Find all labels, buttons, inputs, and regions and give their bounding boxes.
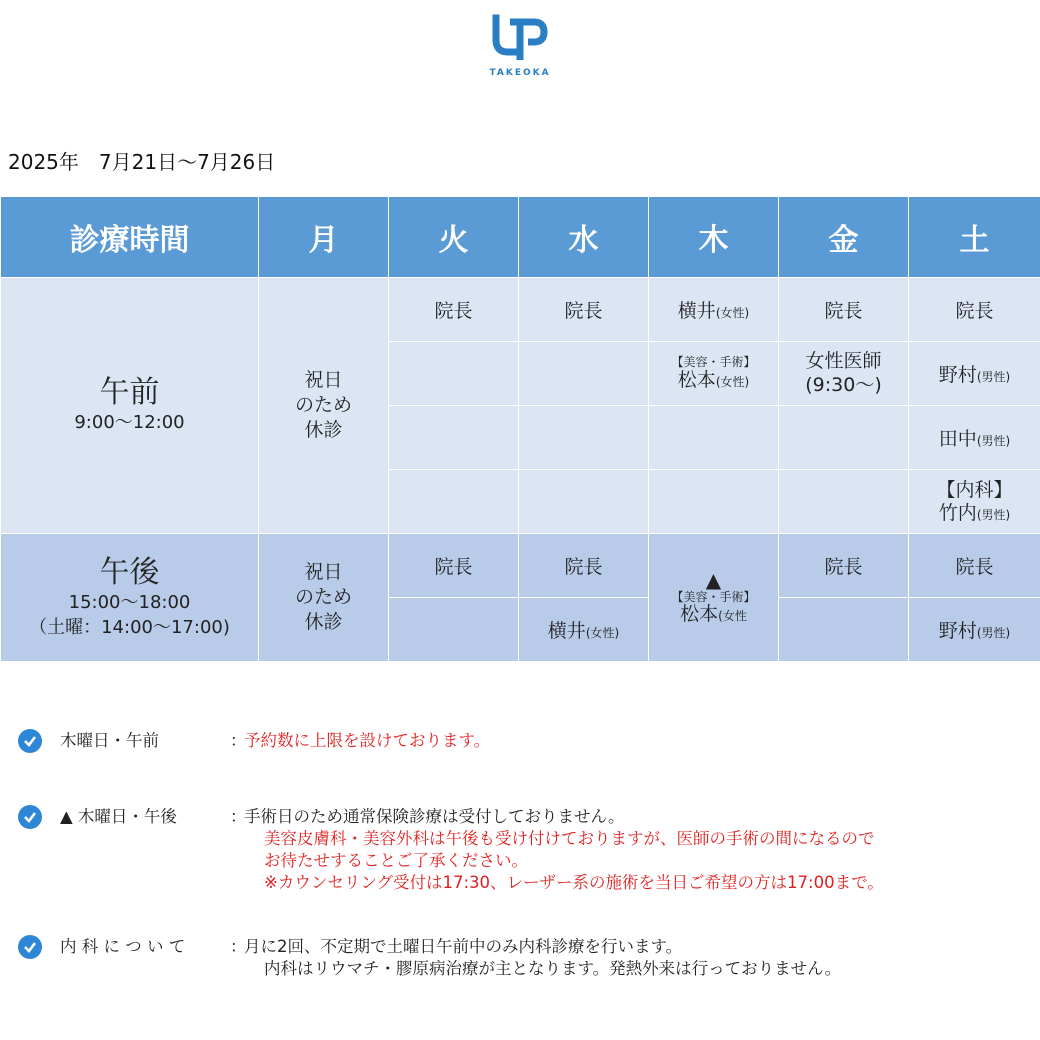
note-red-line-1: 美容皮膚科・美容外科は午後も受け付けておりますが、医師の手術の間になるので (264, 829, 875, 848)
pm-sat-2 (909, 598, 1040, 662)
am-thu-4 (649, 470, 779, 534)
am-sat-4 (909, 470, 1040, 534)
am-label: 午前 (99, 375, 160, 411)
am-mon-line-2: のため (294, 394, 352, 417)
am-thu-1-name: 横井 (677, 300, 716, 322)
header-tue: 火 (389, 197, 519, 278)
header-row (1, 197, 1040, 278)
am-mon-cell (259, 278, 389, 534)
am-tue-4 (389, 470, 519, 534)
am-fri-2 (779, 342, 909, 406)
note-colon: ： (230, 807, 247, 826)
pm-label-cell (1, 534, 259, 662)
am-fri-1: 院長 (779, 278, 909, 342)
check-icon (18, 935, 42, 959)
logo-mark-icon (490, 12, 550, 66)
pm-thu-tag: 【美容・手術】 (671, 589, 756, 604)
pm-row-1 (1, 534, 1040, 598)
header-mon: 月 (259, 197, 389, 278)
pm-wed-1: 院長 (519, 534, 649, 598)
am-sat-4-tag: 【内科】 (936, 478, 1013, 501)
note-line-2: 内科はリウマチ・膠原病治療が主となります。発熱外来は行っておりません。 (264, 959, 842, 978)
pm-tue-2 (389, 598, 519, 662)
note-body (244, 936, 841, 980)
note-colon: ： (230, 731, 247, 750)
am-sat-1: 院長 (909, 278, 1040, 342)
note-thursday-am (18, 730, 490, 753)
note-colon: ： (230, 937, 247, 956)
am-fri-4 (779, 470, 909, 534)
am-label-cell (1, 278, 259, 534)
note-body (244, 806, 884, 894)
am-wed-2 (519, 342, 649, 406)
am-sat-3 (909, 406, 1040, 470)
note-line-1: 月に2回、不定期で土曜日午前中のみ内科診療を行います。 (244, 937, 683, 956)
am-thu-1 (649, 278, 779, 342)
check-icon (18, 805, 42, 829)
am-mon-line-3: 休診 (304, 418, 343, 441)
am-sat-4-note: (男性) (976, 507, 1011, 522)
note-key: 木曜日・午前 (60, 731, 159, 750)
note-key: 内 科 に つ い て (60, 937, 186, 956)
am-sat-3-note: (男性) (976, 434, 1011, 448)
am-wed-4 (519, 470, 649, 534)
pm-tue-1: 院長 (389, 534, 519, 598)
pm-sat-2-name: 野村 (938, 620, 977, 642)
pm-thu-name: 松本 (680, 603, 719, 626)
am-fri-2-b: (9:30～) (805, 373, 882, 396)
am-thu-1-note: (女性) (715, 306, 750, 320)
am-mon-line-1: 祝日 (304, 369, 343, 392)
note-key: ▲ 木曜日・午後 (60, 807, 177, 826)
pm-mon-line-2: のため (294, 586, 352, 609)
pm-wed-2-note: (女性) (585, 626, 620, 640)
am-wed-1: 院長 (519, 278, 649, 342)
note-red-line-3: ※カウンセリング受付は17:30、レーザー系の施術を当日ご希望の方は17:00まで。 (264, 873, 884, 892)
pm-wed-2-name: 横井 (547, 620, 586, 642)
am-tue-2 (389, 342, 519, 406)
am-sat-2-note: (男性) (976, 370, 1011, 384)
am-sat-3-name: 田中 (938, 428, 977, 450)
am-thu-2-note: (女性) (715, 374, 750, 389)
pm-fri-1: 院長 (779, 534, 909, 598)
takeoka-logo (480, 12, 560, 92)
am-wed-3 (519, 406, 649, 470)
logo-text: TAKEOKA (489, 68, 551, 78)
am-time: 9:00～12:00 (74, 412, 185, 434)
note-internal-medicine (18, 936, 841, 980)
pm-sat-2-note: (男性) (976, 626, 1011, 640)
pm-mon-line-1: 祝日 (304, 561, 343, 584)
note-red-line-2: お待たせすることご了承ください。 (264, 851, 528, 870)
am-tue-1: 院長 (389, 278, 519, 342)
am-sat-4-name: 竹内 (938, 501, 977, 524)
note-body: 予約数に上限を設けております。 (244, 731, 491, 750)
note-line: 手術日のため通常保険診療は受付しておりません。 (244, 807, 625, 826)
week-range: 2025年 7月21日～7月26日 (8, 150, 276, 174)
pm-thu-note: (女性 (718, 609, 747, 624)
pm-fri-2 (779, 598, 909, 662)
header-sat: 土 (909, 197, 1040, 278)
pm-sat-1: 院長 (909, 534, 1040, 598)
am-thu-3 (649, 406, 779, 470)
pm-mon-line-3: 休診 (304, 610, 343, 633)
pm-time-sat: （土曜：14:00～17:00) (29, 616, 230, 638)
am-sat-2-name: 野村 (938, 364, 977, 386)
header-thu: 木 (649, 197, 779, 278)
am-sat-2 (909, 342, 1040, 406)
am-tue-3 (389, 406, 519, 470)
pm-thu-cell (649, 534, 779, 662)
am-fri-2-a: 女性医師 (805, 349, 882, 372)
header-wed: 水 (519, 197, 649, 278)
header-time: 診療時間 (1, 197, 259, 278)
am-row-1 (1, 278, 1040, 342)
header-fri: 金 (779, 197, 909, 278)
pm-mon-cell (259, 534, 389, 662)
check-icon (18, 729, 42, 753)
note-thursday-pm (18, 806, 884, 894)
pm-wed-2 (519, 598, 649, 662)
schedule-table (0, 196, 1040, 662)
am-thu-2 (649, 342, 779, 406)
am-fri-3 (779, 406, 909, 470)
am-thu-2-tag: 【美容・手術】 (671, 355, 756, 370)
pm-time: 15:00～18:00 (68, 592, 191, 614)
am-thu-2-name: 松本 (677, 368, 716, 391)
pm-thu-mark: ▲ (705, 567, 722, 592)
pm-label: 午後 (99, 555, 160, 591)
